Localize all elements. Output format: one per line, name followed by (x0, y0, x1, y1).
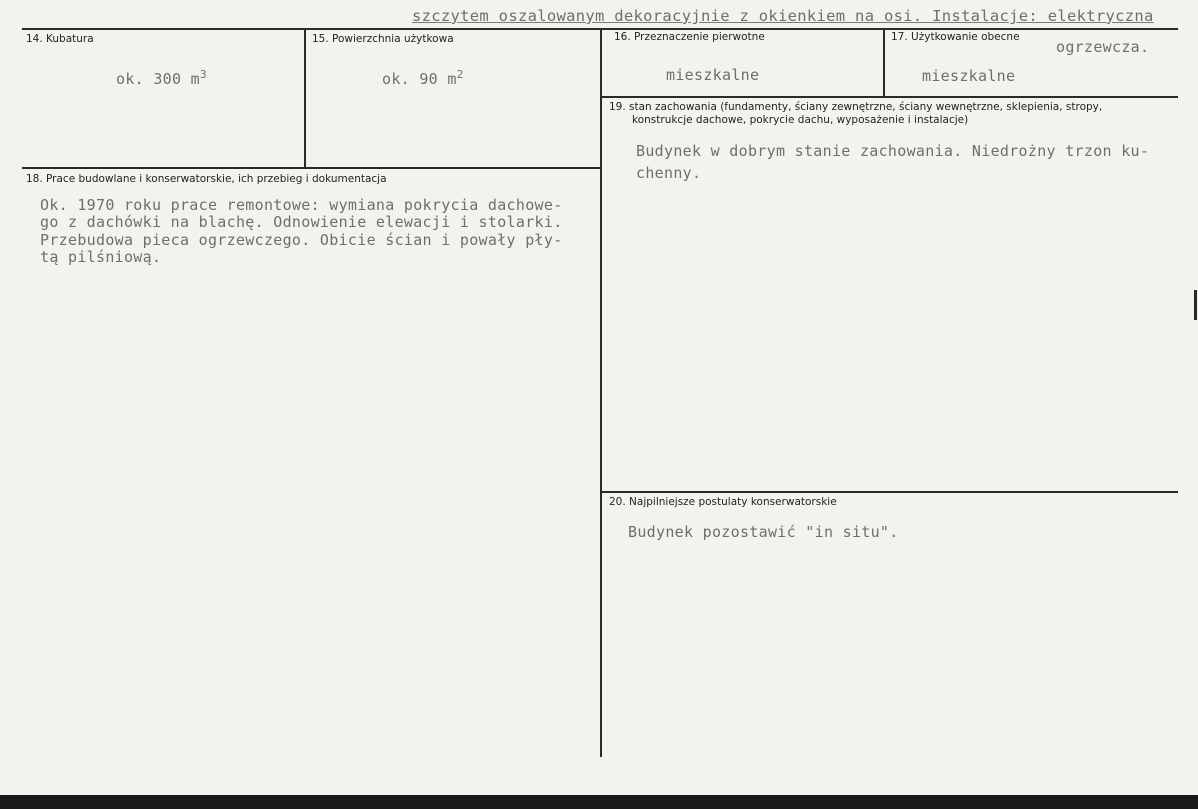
field19-label-line1: 19. stan zachowania (fundamenty, ściany zewnętrzne, ściany wewnętrzne, sklepienia, stropy, (609, 101, 1103, 113)
field17-label: 17. Użytkowanie obecne (891, 31, 1020, 43)
field18-label: 18. Prace budowlane i konserwatorskie, ich przebieg i dokumentacja (26, 173, 387, 185)
field19-line-2: chenny. (636, 164, 702, 182)
field14-value-sup: 3 (199, 68, 207, 81)
field14-value (116, 65, 207, 89)
field19-label-line2: konstrukcje dachowe, pokrycie dachu, wyposażenie i instalacje) (632, 114, 969, 126)
field18-line-3: Przebudowa pieca ogrzewczego. Obicie ścian i powały pły- (40, 231, 563, 249)
rule-19-20 (601, 491, 1178, 493)
field18-line-4: tą pilśniową. (40, 248, 162, 266)
header-continuation-text: szczytem oszalowanym dekoracyjnie z okienkiem na osi. Instalacje: elektryczna (412, 7, 1154, 25)
field20-label: 20. Najpilniejsze postulaty konserwatorskie (609, 496, 837, 508)
field16-value: mieszkalne (666, 66, 760, 84)
bottom-scan-edge (0, 795, 1198, 809)
field17-value: mieszkalne (922, 67, 1016, 85)
field14-label: 14. Kubatura (26, 33, 94, 45)
field18-line-1: Ok. 1970 roku prace remontowe: wymiana pokrycia dachowe- (40, 196, 563, 214)
rule-16-19 (601, 96, 1178, 98)
field19-line-1: Budynek w dobrym stanie zachowania. Niedrożny trzon ku- (636, 142, 1150, 160)
field14-value-text: ok. 300 m (116, 70, 200, 88)
field15-value-sup: 2 (456, 68, 464, 81)
field15-label: 15. Powierzchnia użytkowa (312, 33, 454, 45)
field16-label: 16. Przeznaczenie pierwotne (614, 31, 765, 43)
divider-14-15 (304, 29, 306, 168)
divider-16-17 (883, 29, 885, 97)
rule-14-18 (22, 167, 601, 169)
field15-value-text: ok. 90 m (382, 70, 457, 88)
divider-15-16 (600, 29, 602, 757)
right-edge-mark (1194, 290, 1197, 320)
field18-line-2: go z dachówki na blachę. Odnowienie elewacji i stolarki. (40, 213, 563, 231)
field17-extra: ogrzewcza. (1056, 38, 1150, 56)
field20-value: Budynek pozostawić "in situ". (628, 523, 899, 541)
field15-value (382, 65, 464, 89)
